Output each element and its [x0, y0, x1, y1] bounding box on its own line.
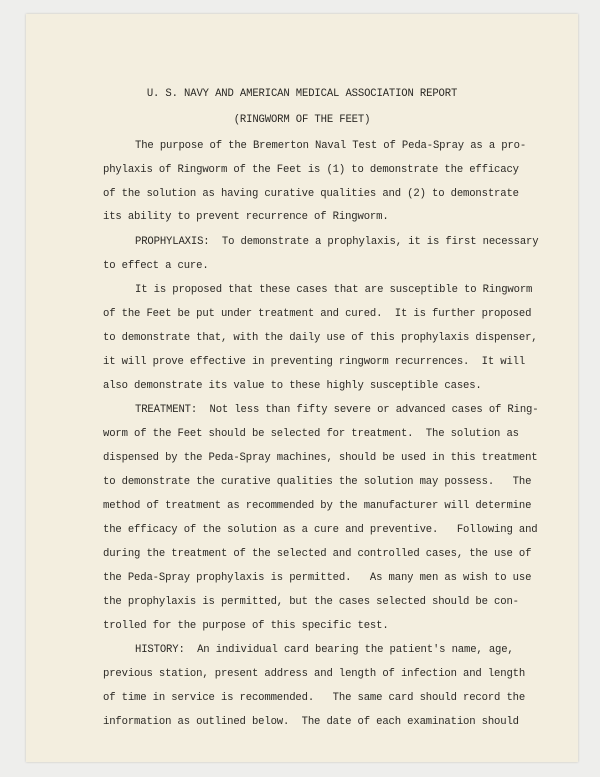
- text-line: also demonstrate its value to these highly susceptible cases.: [103, 380, 482, 392]
- text-line: during the treatment of the selected and controlled cases, the use of: [103, 548, 532, 560]
- text-line: HISTORY: An individual card bearing the patient's name, age,: [135, 644, 514, 656]
- text-line: dispensed by the Peda-Spray machines, should be used in this treatment: [103, 452, 538, 464]
- text-line: of the Feet be put under treatment and cured. It is further proposed: [103, 308, 532, 320]
- text-line: to demonstrate the curative qualities the solution may possess. The: [103, 476, 532, 488]
- text-line: PROPHYLAXIS: To demonstrate a prophylaxis, it is first necessary: [135, 236, 539, 248]
- text-line: The purpose of the Bremerton Naval Test of Peda-Spray as a pro-: [135, 140, 527, 152]
- text-line: TREATMENT: Not less than fifty severe or advanced cases of Ring-: [135, 404, 539, 416]
- text-line: information as outlined below. The date of each examination should: [103, 716, 519, 728]
- text-line: method of treatment as recommended by the manufacturer will determine: [103, 500, 532, 512]
- text-line: the prophylaxis is permitted, but the cases selected should be con-: [103, 596, 519, 608]
- text-line: its ability to prevent recurrence of Ringworm.: [103, 211, 389, 223]
- text-line: worm of the Feet should be selected for treatment. The solution as: [103, 428, 519, 440]
- text-line: the efficacy of the solution as a cure and preventive. Following and: [103, 524, 538, 536]
- text-line: of the solution as having curative qualities and (2) to demonstrate: [103, 188, 519, 200]
- document-page: [26, 14, 578, 762]
- text-line: of time in service is recommended. The same card should record the: [103, 692, 526, 704]
- text-line: the Peda-Spray prophylaxis is permitted. As many men as wish to use: [103, 572, 532, 584]
- text-line: previous station, present address and length of infection and length: [103, 668, 526, 680]
- text-line: it will prove effective in preventing ringworm recurrences. It will: [103, 356, 526, 368]
- text-line: trolled for the purpose of this specific test.: [103, 620, 389, 632]
- text-line: It is proposed that these cases that are susceptible to Ringworm: [135, 284, 533, 296]
- report-subtitle: (RINGWORM OF THE FEET): [233, 114, 371, 126]
- text-line: to effect a cure.: [103, 260, 209, 272]
- text-line: phylaxis of Ringworm of the Feet is (1) to demonstrate the efficacy: [103, 164, 519, 176]
- text-line: to demonstrate that, with the daily use of this prophylaxis dispenser,: [103, 332, 538, 344]
- report-title: U. S. NAVY AND AMERICAN MEDICAL ASSOCIATION REPORT: [146, 88, 458, 100]
